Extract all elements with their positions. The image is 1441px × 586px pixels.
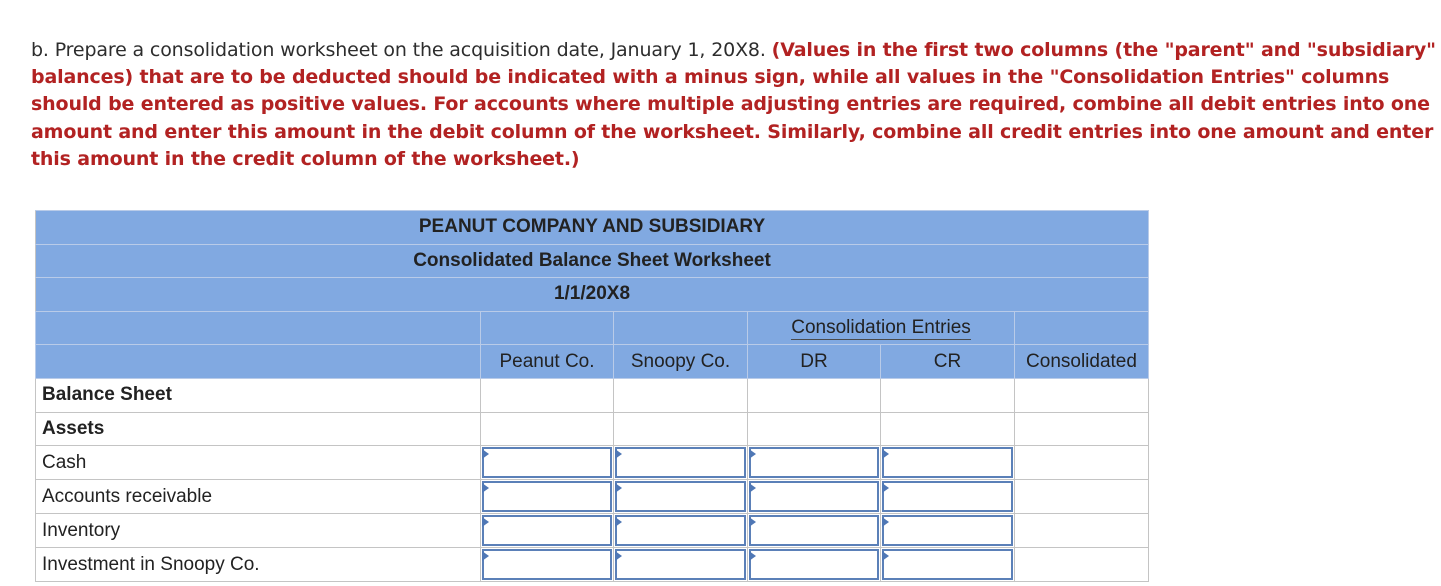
snoopy-inventory-input[interactable] <box>615 515 746 546</box>
snoopy-cash-input[interactable] <box>615 447 746 478</box>
empty-cell <box>1015 378 1149 412</box>
empty-cell <box>748 412 881 446</box>
consolidated-ar-cell <box>1015 480 1149 514</box>
section-row-assets <box>36 412 1149 446</box>
instructions-note: (Values in the first two columns (the "parent" and "subsidiary" balances) that are to be deducted should be indicated with a minus sign, while all values in the "Consolidation Entries" columns should be entered as positive values. For accounts where multiple adjusting entries are required, combine all debit entries into one amount and enter this amount in the debit column of the worksheet. Similarly, combine all credit entries into one amount and enter this amount in the credit column of the worksheet.) <box>31 39 1436 170</box>
dr-inventory-input[interactable] <box>749 515 879 546</box>
empty-cell <box>881 378 1015 412</box>
column-header-consolidated: Consolidated <box>1015 345 1149 379</box>
column-header-cr: CR <box>881 345 1015 379</box>
worksheet-title-statement: Consolidated Balance Sheet Worksheet <box>36 244 1149 278</box>
column-header-peanut: Peanut Co. <box>481 345 614 379</box>
consolidation-entries-header <box>748 311 1015 345</box>
section-label: Assets <box>36 412 481 446</box>
consolidated-investment-cell <box>1015 548 1149 582</box>
peanut-ar-input[interactable] <box>482 481 612 512</box>
section-label: Balance Sheet <box>36 378 481 412</box>
consolidation-worksheet <box>35 210 1149 582</box>
worksheet-title-date: 1/1/20X8 <box>36 278 1149 312</box>
empty-cell <box>748 378 881 412</box>
header-blank <box>481 311 614 345</box>
peanut-investment-input[interactable] <box>482 549 612 580</box>
account-label: Accounts receivable <box>36 480 481 514</box>
instructions-text <box>31 37 1436 173</box>
column-header-dr: DR <box>748 345 881 379</box>
dr-cash-input[interactable] <box>749 447 879 478</box>
account-row-accounts-receivable <box>36 480 1149 514</box>
account-row-inventory <box>36 514 1149 548</box>
empty-cell <box>481 378 614 412</box>
worksheet-title-company: PEANUT COMPANY AND SUBSIDIARY <box>36 211 1149 245</box>
empty-cell <box>614 412 748 446</box>
column-header-snoopy: Snoopy Co. <box>614 345 748 379</box>
empty-cell <box>481 412 614 446</box>
snoopy-ar-input[interactable] <box>615 481 746 512</box>
consolidated-inventory-cell <box>1015 514 1149 548</box>
account-label: Investment in Snoopy Co. <box>36 548 481 582</box>
snoopy-investment-input[interactable] <box>615 549 746 580</box>
dr-investment-input[interactable] <box>749 549 879 580</box>
account-label: Inventory <box>36 514 481 548</box>
header-blank <box>1015 311 1149 345</box>
cr-inventory-input[interactable] <box>882 515 1013 546</box>
header-blank <box>614 311 748 345</box>
peanut-inventory-input[interactable] <box>482 515 612 546</box>
account-label: Cash <box>36 446 481 480</box>
consolidation-entries-label: Consolidation Entries <box>791 316 971 338</box>
instructions-lead: b. Prepare a consolidation worksheet on the acquisition date, January 1, 20X8. <box>31 39 766 61</box>
empty-cell <box>1015 412 1149 446</box>
empty-cell <box>881 412 1015 446</box>
account-row-cash <box>36 446 1149 480</box>
peanut-cash-input[interactable] <box>482 447 612 478</box>
dr-ar-input[interactable] <box>749 481 879 512</box>
header-blank <box>36 311 481 345</box>
cr-ar-input[interactable] <box>882 481 1013 512</box>
cr-cash-input[interactable] <box>882 447 1013 478</box>
empty-cell <box>614 378 748 412</box>
header-blank <box>36 345 481 379</box>
section-row-balance-sheet <box>36 378 1149 412</box>
cr-investment-input[interactable] <box>882 549 1013 580</box>
consolidated-cash-cell <box>1015 446 1149 480</box>
account-row-investment <box>36 548 1149 582</box>
